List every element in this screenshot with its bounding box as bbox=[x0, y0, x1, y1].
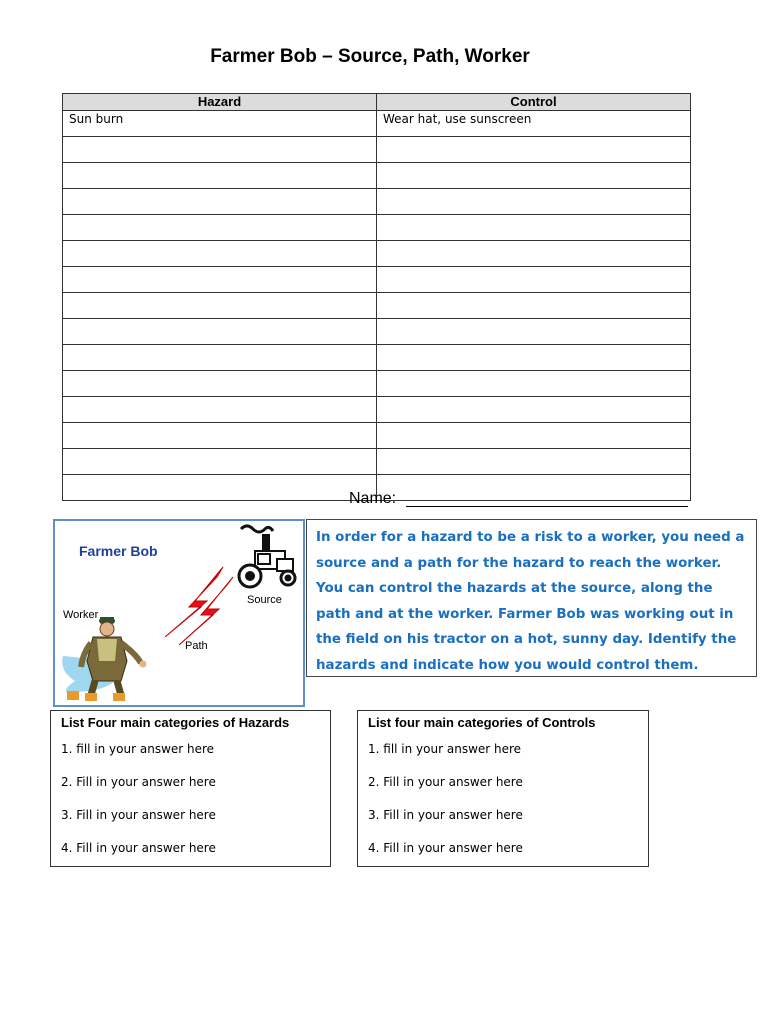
control-answer-2[interactable]: 2. Fill in your answer here bbox=[368, 775, 523, 789]
worker-label: Worker bbox=[63, 609, 99, 621]
hazard-cell[interactable] bbox=[63, 397, 377, 423]
table-row bbox=[63, 345, 691, 371]
name-label: Name: bbox=[349, 490, 397, 507]
control-cell[interactable]: Wear hat, use sunscreen bbox=[377, 111, 691, 137]
hazard-answer-1[interactable]: 1. fill in your answer here bbox=[61, 742, 215, 756]
control-answer-4[interactable]: 4. Fill in your answer here bbox=[368, 841, 523, 855]
table-row bbox=[63, 241, 691, 267]
control-cell[interactable] bbox=[377, 241, 691, 267]
control-cell[interactable] bbox=[377, 423, 691, 449]
hazard-cell[interactable]: Sun burn bbox=[63, 111, 377, 137]
control-answer-3[interactable]: 3. Fill in your answer here bbox=[368, 808, 523, 822]
hazard-cell[interactable] bbox=[63, 293, 377, 319]
farmer-bob-illustration bbox=[53, 519, 305, 707]
hazards-list-heading: List Four main categories of Hazards bbox=[61, 715, 290, 730]
table-row bbox=[63, 163, 691, 189]
hazard-answer-3[interactable]: 3. Fill in your answer here bbox=[61, 808, 216, 822]
hazard-cell[interactable] bbox=[63, 137, 377, 163]
table-row bbox=[63, 215, 691, 241]
hazard-cell[interactable] bbox=[63, 371, 377, 397]
table-row bbox=[63, 371, 691, 397]
hazard-cell[interactable] bbox=[63, 449, 377, 475]
hazard-table-body bbox=[63, 111, 691, 501]
hazard-control-table bbox=[62, 93, 691, 501]
table-row bbox=[63, 319, 691, 345]
hazard-cell[interactable] bbox=[63, 215, 377, 241]
page-title: Farmer Bob – Source, Path, Worker bbox=[210, 46, 530, 67]
hazard-cell[interactable] bbox=[63, 241, 377, 267]
table-row bbox=[63, 397, 691, 423]
hazard-cell[interactable] bbox=[63, 267, 377, 293]
hazard-cell[interactable] bbox=[63, 423, 377, 449]
control-cell[interactable] bbox=[377, 137, 691, 163]
table-row bbox=[63, 267, 691, 293]
lightning-icon bbox=[165, 567, 233, 645]
source-label: Source bbox=[247, 594, 282, 606]
hazard-cell[interactable] bbox=[63, 189, 377, 215]
hazard-cell[interactable] bbox=[63, 163, 377, 189]
control-cell[interactable] bbox=[377, 345, 691, 371]
control-cell[interactable] bbox=[377, 189, 691, 215]
control-cell[interactable] bbox=[377, 267, 691, 293]
farmer-icon bbox=[62, 617, 146, 701]
hazard-column-header: Hazard bbox=[63, 94, 377, 111]
hazard-answer-2[interactable]: 2. Fill in your answer here bbox=[61, 775, 216, 789]
tractor-icon bbox=[239, 535, 295, 587]
hazard-cell[interactable] bbox=[63, 319, 377, 345]
control-cell[interactable] bbox=[377, 449, 691, 475]
path-label: Path bbox=[185, 640, 208, 652]
table-row bbox=[63, 449, 691, 475]
table-row bbox=[63, 293, 691, 319]
control-cell[interactable] bbox=[377, 163, 691, 189]
smoke-icon bbox=[241, 526, 273, 532]
table-row bbox=[63, 423, 691, 449]
hazard-cell[interactable] bbox=[63, 475, 377, 501]
control-cell[interactable] bbox=[377, 397, 691, 423]
hazard-cell[interactable] bbox=[63, 345, 377, 371]
control-cell[interactable] bbox=[377, 319, 691, 345]
table-row bbox=[63, 111, 691, 137]
control-cell[interactable] bbox=[377, 215, 691, 241]
hazard-answer-4[interactable]: 4. Fill in your answer here bbox=[61, 841, 216, 855]
table-row bbox=[63, 137, 691, 163]
hazards-list-box bbox=[50, 710, 331, 867]
controls-list-box bbox=[357, 710, 649, 867]
name-field[interactable] bbox=[406, 506, 688, 507]
control-cell[interactable] bbox=[377, 475, 691, 501]
illustration-title: Farmer Bob bbox=[79, 543, 158, 559]
controls-list-heading: List four main categories of Controls bbox=[368, 715, 596, 730]
intro-text: In order for a hazard to be a risk to a worker, you need a source and a path for the hazard to reach the worker. You can control the hazards at the source, along the path and at the worker. Farmer Bob was working out in the field on his tractor on a hot, sunny day. Identify the hazards and indicate how you would control them. bbox=[306, 519, 757, 677]
control-column-header: Control bbox=[377, 94, 691, 111]
control-answer-1[interactable]: 1. fill in your answer here bbox=[368, 742, 522, 756]
control-cell[interactable] bbox=[377, 293, 691, 319]
table-row bbox=[63, 189, 691, 215]
control-cell[interactable] bbox=[377, 371, 691, 397]
